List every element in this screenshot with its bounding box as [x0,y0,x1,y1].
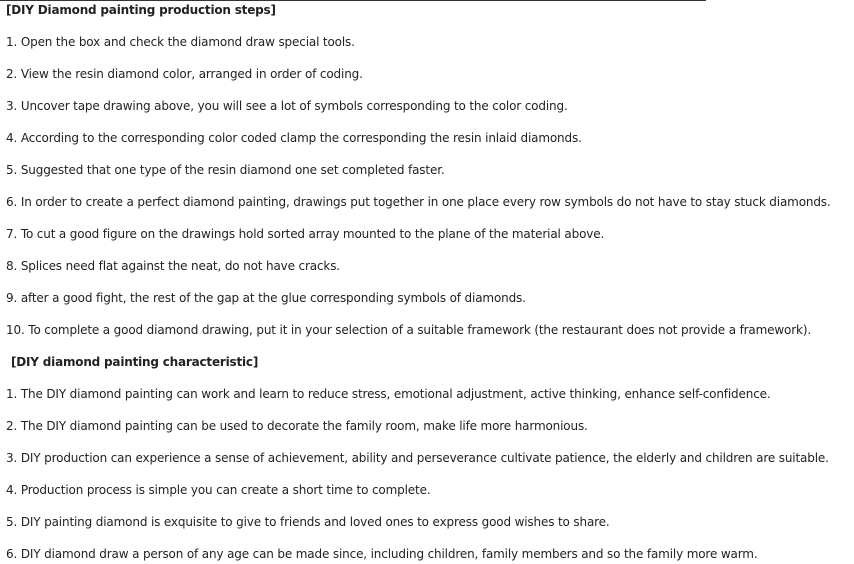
characteristic-heading: [DIY diamond painting characteristic] [11,355,259,369]
step-3: 3. Uncover tape drawing above, you will see a lot of symbols corresponding to the color coding. [6,99,568,113]
characteristic-4: 4. Production process is simple you can create a short time to complete. [6,483,431,497]
characteristic-2: 2. The DIY diamond painting can be used to decorate the family room, make life more harmonious. [6,419,588,433]
top-divider [0,0,706,1]
step-4: 4. According to the corresponding color coded clamp the corresponding the resin inlaid diamonds. [6,131,582,145]
characteristic-5: 5. DIY painting diamond is exquisite to give to friends and loved ones to express good wishes to share. [6,515,610,529]
characteristic-6: 6. DIY diamond draw a person of any age can be made since, including children, family members and so the family more warm. [6,547,758,561]
production-steps-heading: [DIY Diamond painting production steps] [6,3,276,17]
step-9: 9. after a good fight, the rest of the gap at the glue corresponding symbols of diamonds. [6,291,526,305]
step-10: 10. To complete a good diamond drawing, put it in your selection of a suitable framework (the restaurant does not provide a framework). [6,323,812,337]
step-7: 7. To cut a good figure on the drawings hold sorted array mounted to the plane of the material above. [6,227,605,241]
step-6: 6. In order to create a perfect diamond painting, drawings put together in one place every row symbols do not have to stay stuck diamonds. [6,195,831,209]
step-2: 2. View the resin diamond color, arranged in order of coding. [6,67,363,81]
step-8: 8. Splices need flat against the neat, do not have cracks. [6,259,340,273]
step-5: 5. Suggested that one type of the resin diamond one set completed faster. [6,163,445,177]
step-1: 1. Open the box and check the diamond draw special tools. [6,35,355,49]
characteristic-1: 1. The DIY diamond painting can work and learn to reduce stress, emotional adjustment, active thinking, enhance self-confidence. [6,387,771,401]
characteristic-3: 3. DIY production can experience a sense of achievement, ability and perseverance cultivate patience, the elderly and children are suitable. [6,451,829,465]
